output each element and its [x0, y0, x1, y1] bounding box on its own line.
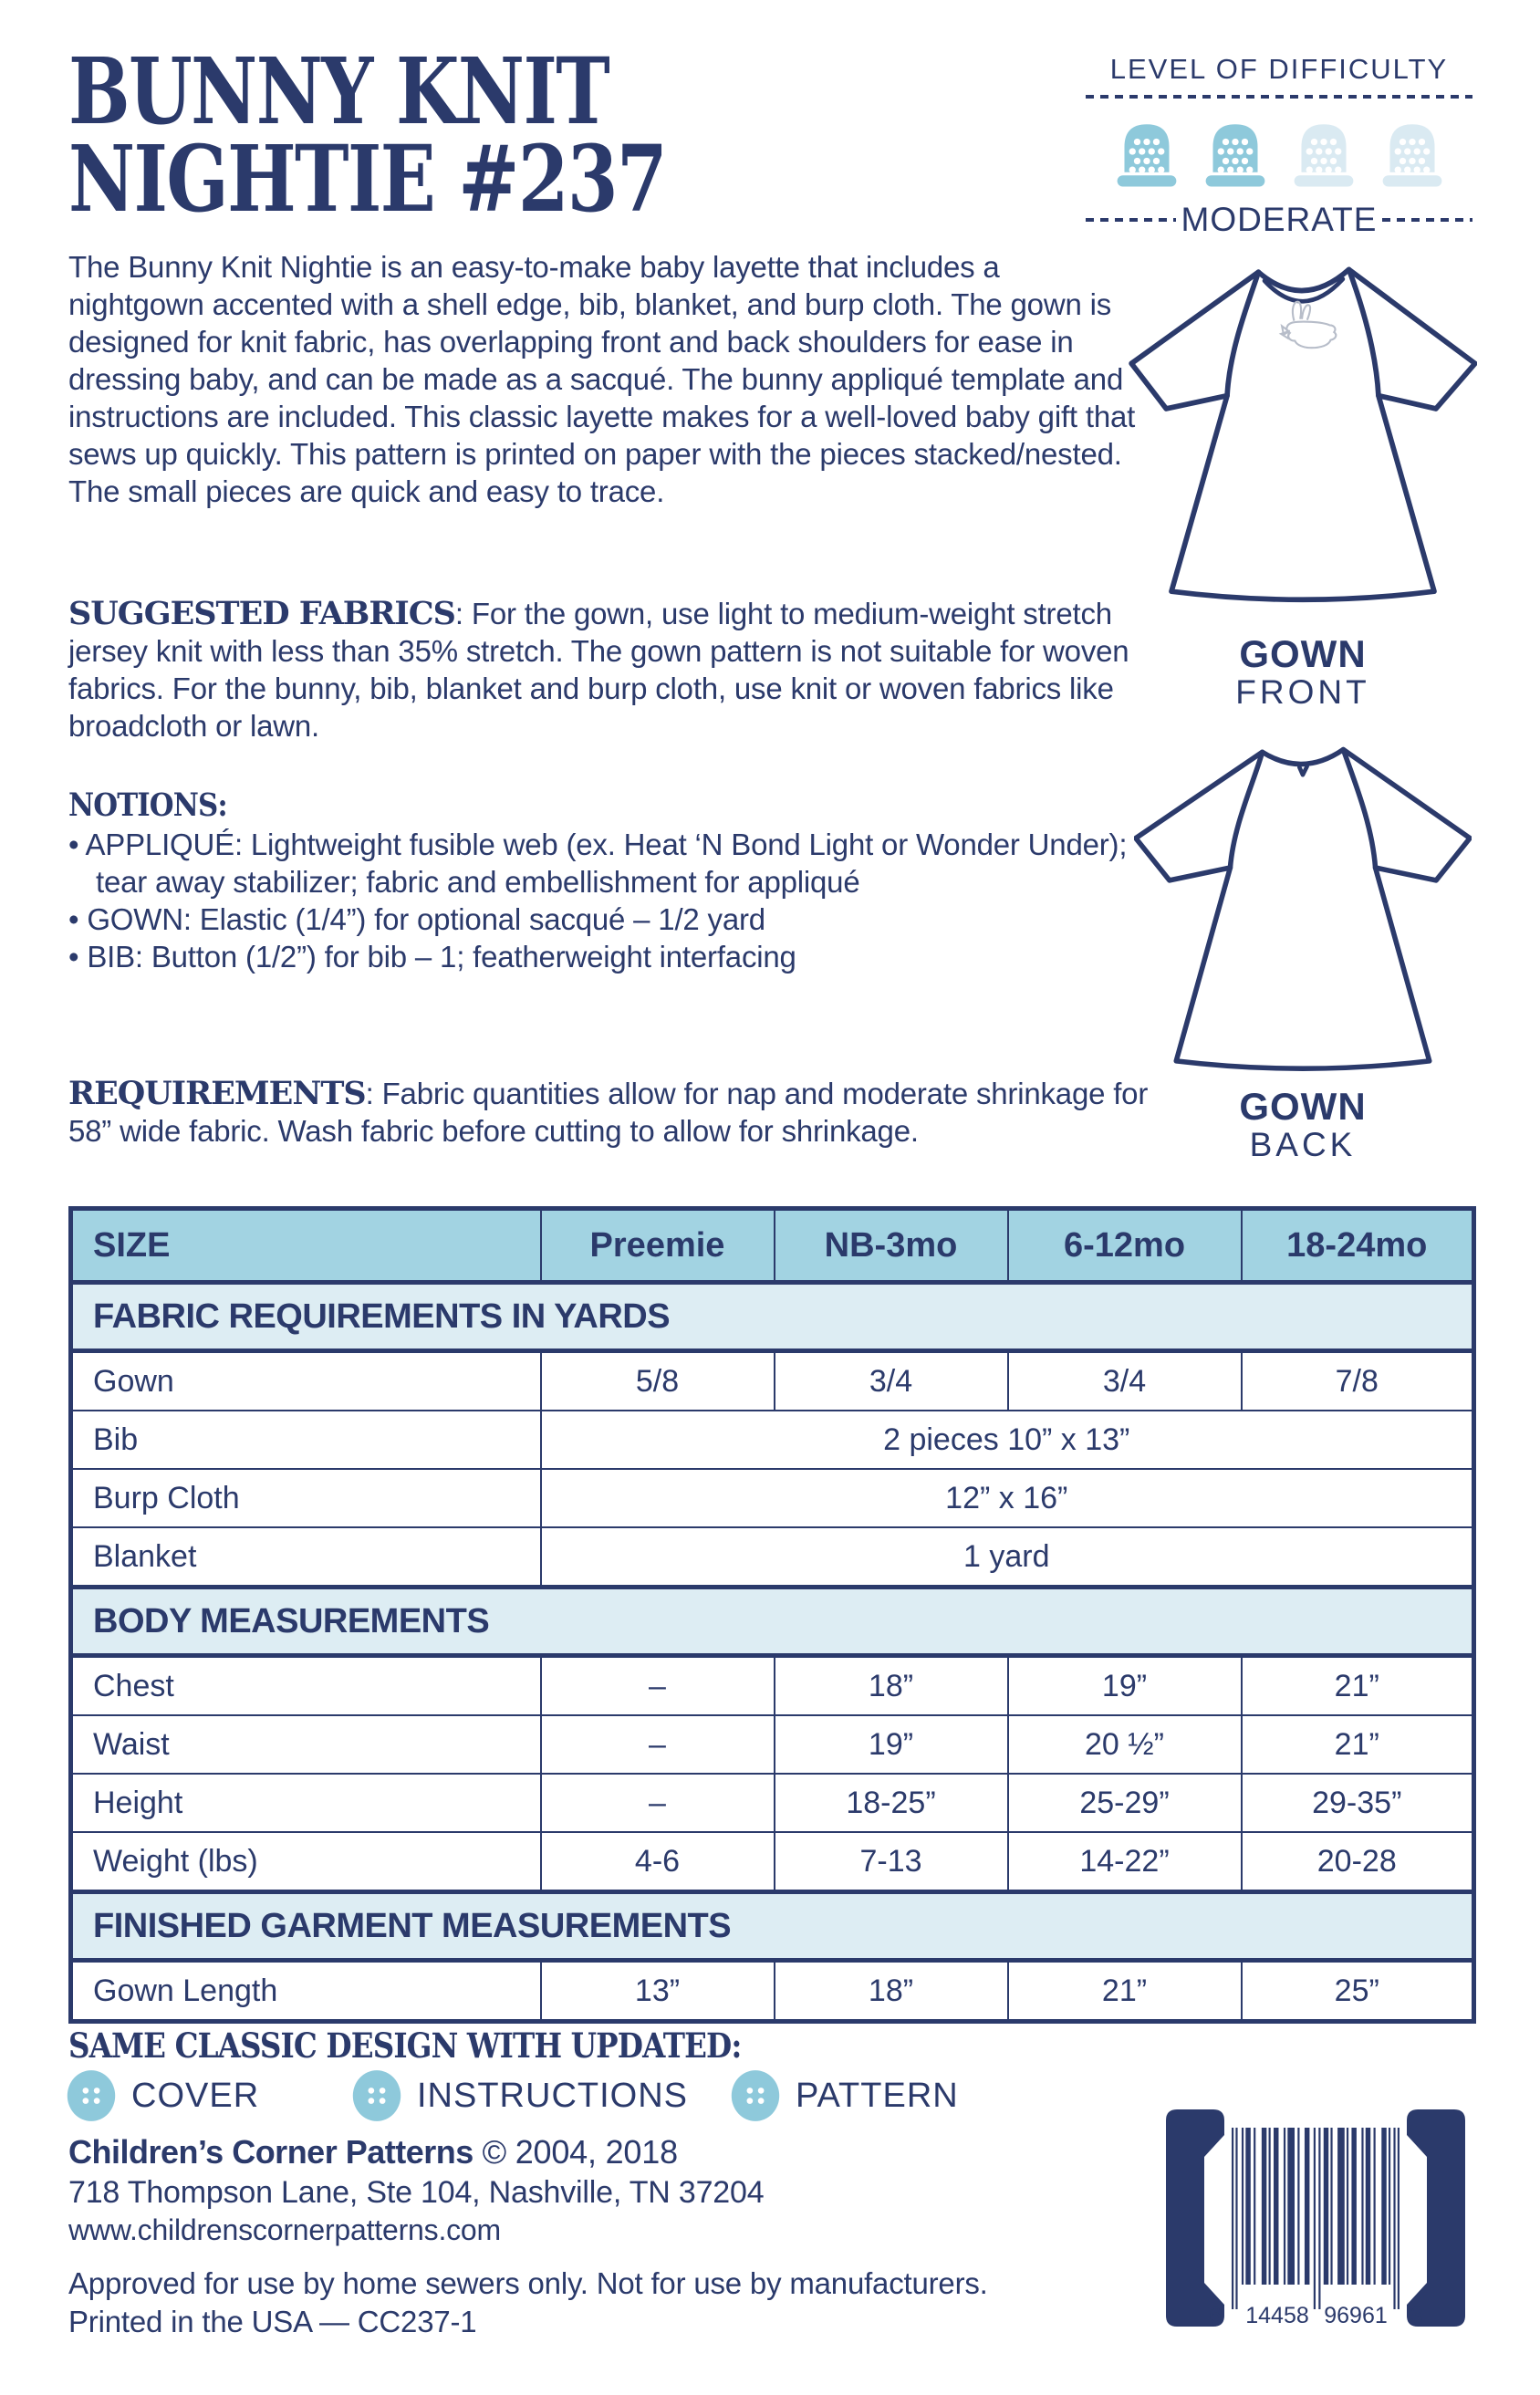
- barcode-bar: [1337, 2128, 1345, 2285]
- row-span-value: 12” x 16”: [541, 1469, 1474, 1527]
- gown-back-label: GOWN: [1239, 1085, 1367, 1128]
- difficulty-level-row: [1086, 201, 1472, 239]
- updated-item-label: INSTRUCTIONS: [417, 2076, 688, 2115]
- barcode-graphic: [1160, 2097, 1471, 2332]
- approval-note: Approved for use by home sewers only. Not for use by manufacturers.: [68, 2266, 988, 2300]
- barcode-bar: [1389, 2128, 1390, 2285]
- row-value: 18”: [775, 1656, 1008, 1716]
- table-row: [71, 1961, 1474, 2022]
- row-label: Chest: [71, 1656, 541, 1716]
- thimble-icon: [1107, 113, 1187, 190]
- row-span-value: 1 yard: [541, 1527, 1474, 1588]
- barcode-bar: [1324, 2128, 1328, 2285]
- barcode-bar: [1330, 2128, 1332, 2285]
- barcode-bar: [1235, 2128, 1237, 2309]
- row-value: 18-25”: [775, 1774, 1008, 1832]
- page-title: [68, 37, 667, 233]
- row-value: –: [541, 1774, 775, 1832]
- button-icon: [351, 2069, 402, 2122]
- row-value: 19”: [775, 1715, 1008, 1774]
- barcode-spool-left: [1166, 2109, 1224, 2327]
- row-value: 25-29”: [1008, 1774, 1242, 1832]
- barcode-bar: [1361, 2128, 1363, 2285]
- barcode-bar: [1347, 2128, 1348, 2285]
- size-spec-table: [68, 1206, 1476, 2024]
- row-value: 7/8: [1242, 1351, 1474, 1411]
- barcode-bar: [1305, 2128, 1309, 2285]
- barcode-bar: [1287, 2128, 1295, 2285]
- row-value: 29-35”: [1242, 1774, 1474, 1832]
- address-line: 718 Thompson Lane, Ste 104, Nashville, TN 37204: [68, 2175, 765, 2210]
- barcode: [1160, 2097, 1471, 2337]
- row-label: Gown: [71, 1351, 541, 1411]
- barcode-digit-left: 6: [1209, 2303, 1222, 2328]
- barcode-bar: [1284, 2128, 1285, 2285]
- barcode-digit-right: 3: [1410, 2303, 1423, 2328]
- gown-front-drawing: [1129, 258, 1477, 632]
- button-icon: [66, 2069, 117, 2122]
- row-label: Waist: [71, 1715, 541, 1774]
- website-line: www.childrenscornerpatterns.com: [68, 2213, 501, 2246]
- printed-note: Printed in the USA — CC237-1: [68, 2305, 477, 2338]
- table-header-size: SIZE: [71, 1209, 541, 1283]
- row-value: –: [541, 1656, 775, 1716]
- barcode-bar: [1274, 2128, 1278, 2285]
- notion-item: • GOWN: Elastic (1/4”) for optional sacqué – 1/2 yard: [68, 902, 765, 936]
- barcode-bar: [1297, 2128, 1299, 2285]
- row-value: 3/4: [775, 1351, 1008, 1411]
- row-label: Burp Cloth: [71, 1469, 541, 1527]
- table-section-header: FINISHED GARMENT MEASUREMENTS: [71, 1892, 1474, 1961]
- row-value: 25”: [1242, 1961, 1474, 2022]
- row-label: Bib: [71, 1411, 541, 1469]
- thimble-icon: [1195, 113, 1275, 190]
- row-label: Weight (lbs): [71, 1832, 541, 1892]
- barcode-bar: [1254, 2128, 1255, 2285]
- updated-item: [66, 2069, 259, 2122]
- table-row: [71, 1469, 1474, 1527]
- difficulty-panel: [1086, 53, 1472, 239]
- table-row: [71, 1656, 1474, 1716]
- requirements-label: REQUIREMENTS: [68, 1075, 366, 1112]
- table-section-row: [71, 1283, 1474, 1351]
- suggested-fabrics-label: SUGGESTED FABRICS: [68, 595, 455, 632]
- barcode-bars: [1232, 2128, 1400, 2309]
- row-label: Gown Length: [71, 1961, 541, 2022]
- table-row: [71, 1527, 1474, 1588]
- difficulty-heading: LEVEL OF DIFFICULTY: [1109, 53, 1449, 85]
- table-size-column: 18-24mo: [1242, 1209, 1474, 1283]
- thimble-icon: [1372, 113, 1452, 190]
- suggested-fabrics-paragraph: [68, 595, 1150, 745]
- gown-front-illustration: [1129, 258, 1477, 712]
- row-label: Blanket: [71, 1527, 541, 1588]
- page-title-line2: NIGHTIE #237: [68, 125, 667, 233]
- barcode-bar: [1262, 2128, 1266, 2285]
- description-paragraph: The Bunny Knit Nightie is an easy-to-make baby layette that includes a nightgown accented with a shell edge, bib, blanket, and burp cloth. The gown is designed for knit fabric, has overlapping front and back shoulders for ease in dressing baby, and can be made as a sacqué. The bunny appliqué template and instructions are included. This classic layette makes for a well-loved baby gift that sews up quickly. This pattern is printed on paper with the pieces stacked/nested. The small pieces are quick and easy to trace.: [68, 250, 1136, 508]
- barcode-bar: [1318, 2128, 1320, 2309]
- thimble-icon: [1284, 113, 1364, 190]
- row-value: 4-6: [541, 1832, 775, 1892]
- barcode-bar: [1351, 2128, 1356, 2285]
- requirements-text: : Fabric quantities allow for nap and moderate shrinkage for 58” wide fabric. Wash fabric before cutting to allow for shrinkage.: [68, 1077, 1149, 1148]
- barcode-bar: [1232, 2128, 1233, 2309]
- table-row: [71, 1832, 1474, 1892]
- brand-line: [68, 2133, 678, 2171]
- barcode-bar: [1393, 2128, 1395, 2309]
- table-row: [71, 1411, 1474, 1469]
- row-value: 20 ½”: [1008, 1715, 1242, 1774]
- table-header-row: [71, 1209, 1474, 1283]
- notions-list: [68, 826, 1159, 975]
- gown-back-illustration: [1134, 730, 1472, 1164]
- brand-name: Children’s Corner Patterns: [68, 2133, 473, 2171]
- gown-back-drawing: [1134, 730, 1472, 1085]
- notion-item: • APPLIQUÉ: Lightweight fusible web (ex. Heat ‘N Bond Light or Wonder Under); tear away stabilizer; fabric and embellishment for appliqué: [68, 828, 1128, 899]
- button-icon: [730, 2069, 781, 2122]
- row-value: –: [541, 1715, 775, 1774]
- notion-item: • BIB: Button (1/2”) for bib – 1; featherweight interfacing: [68, 940, 796, 974]
- row-label: Height: [71, 1774, 541, 1832]
- row-value: 21”: [1242, 1715, 1474, 1774]
- row-value: 18”: [775, 1961, 1008, 2022]
- row-value: 13”: [541, 1961, 775, 2022]
- barcode-bar: [1269, 2128, 1271, 2285]
- row-value: 20-28: [1242, 1832, 1474, 1892]
- updated-item: [351, 2069, 688, 2122]
- table-section-row: [71, 1588, 1474, 1656]
- requirements-paragraph: [68, 1075, 1159, 1150]
- copyright: © 2004, 2018: [473, 2133, 678, 2171]
- table-section-header: BODY MEASUREMENTS: [71, 1588, 1474, 1656]
- barcode-bar: [1242, 2128, 1243, 2285]
- thimble-rating: [1086, 113, 1472, 190]
- row-value: 3/4: [1008, 1351, 1242, 1411]
- barcode-bar: [1366, 2128, 1370, 2285]
- suggested-fabrics-text: : For the gown, use light to medium-weight stretch jersey knit with less than 35% stretch. The gown pattern is not suitable for woven fabrics. For the bunny, bib, blanket and burp cloth, use knit or woven fabrics like broadcloth or lawn.: [68, 597, 1129, 743]
- barcode-spool-right: [1407, 2109, 1465, 2327]
- updated-item-label: PATTERN: [796, 2076, 959, 2115]
- barcode-bar: [1245, 2128, 1250, 2285]
- gown-back-sublabel: BACK: [1249, 1126, 1357, 1164]
- page-title-line1: BUNNY KNIT: [68, 37, 609, 145]
- barcode-bar: [1381, 2128, 1386, 2285]
- dashed-divider: [1086, 95, 1472, 99]
- barcode-bar: [1398, 2128, 1400, 2309]
- updated-heading: SAME CLASSIC DESIGN WITH UPDATED:: [68, 2025, 742, 2066]
- row-value: 5/8: [541, 1351, 775, 1411]
- table-row: [71, 1774, 1474, 1832]
- difficulty-level: MODERATE: [1181, 201, 1378, 238]
- table-section-row: [71, 1892, 1474, 1961]
- row-value: 21”: [1008, 1961, 1242, 2022]
- row-value: 14-22”: [1008, 1832, 1242, 1892]
- table-size-column: Preemie: [541, 1209, 775, 1283]
- notions-block: [68, 786, 1159, 975]
- dashed-divider: [1382, 218, 1472, 222]
- table-size-column: NB-3mo: [775, 1209, 1008, 1283]
- row-span-value: 2 pieces 10” x 13”: [541, 1411, 1474, 1469]
- row-value: 19”: [1008, 1656, 1242, 1716]
- gown-front-label: GOWN: [1239, 632, 1367, 675]
- barcode-bar: [1374, 2128, 1376, 2285]
- table-row: [71, 1715, 1474, 1774]
- row-value: 21”: [1242, 1656, 1474, 1716]
- notions-label: NOTIONS:: [68, 786, 227, 824]
- barcode-bar: [1314, 2128, 1316, 2309]
- table-row: [71, 1351, 1474, 1411]
- table-size-column: 6-12mo: [1008, 1209, 1242, 1283]
- gown-front-sublabel: FRONT: [1235, 673, 1370, 712]
- barcode-group2: 96961: [1324, 2303, 1388, 2328]
- updated-item: [730, 2069, 959, 2122]
- barcode-group1: 14458: [1245, 2303, 1309, 2328]
- row-value: 7-13: [775, 1832, 1008, 1892]
- table-section-header: FABRIC REQUIREMENTS IN YARDS: [71, 1283, 1474, 1351]
- updated-item-label: COVER: [131, 2076, 260, 2115]
- dashed-divider: [1086, 218, 1176, 222]
